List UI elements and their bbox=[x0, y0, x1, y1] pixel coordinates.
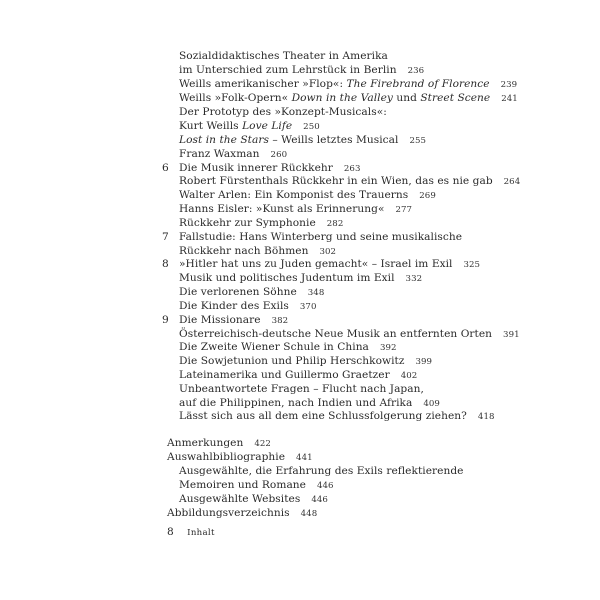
entry-title: Die Sowjetunion und Philip Herschkowitz bbox=[179, 355, 405, 367]
entry-title: Franz Waxman bbox=[179, 148, 260, 160]
entry-title: auf die Philippinen, nach Indien und Afrika bbox=[179, 397, 413, 409]
entry-title-italic: The Firebrand of Florence bbox=[346, 78, 490, 90]
entry-title: Robert Fürstenthals Rückkehr in ein Wien, das es nie gab bbox=[179, 175, 493, 187]
toc-entry bbox=[179, 174, 520, 189]
toc-entry bbox=[179, 49, 388, 63]
toc-entry bbox=[167, 506, 317, 521]
entry-title: Rückkehr zur Symphonie bbox=[179, 217, 316, 229]
chapter-number: 8 bbox=[162, 258, 169, 270]
page-ref: 277 bbox=[395, 205, 413, 215]
page-ref: 409 bbox=[423, 399, 440, 409]
page-ref: 348 bbox=[307, 288, 325, 298]
toc-entry bbox=[179, 105, 387, 119]
page-ref: 239 bbox=[500, 80, 518, 90]
page-ref: 446 bbox=[317, 481, 334, 491]
page-ref: 282 bbox=[326, 219, 344, 229]
page-ref: 402 bbox=[400, 371, 418, 381]
toc-entry bbox=[179, 119, 320, 134]
toc-entry bbox=[179, 63, 424, 78]
entry-title: Rückkehr nach Böhmen bbox=[179, 245, 309, 257]
entry-title: Lateinamerika und Guillermo Graetzer bbox=[179, 369, 390, 381]
page-ref: 418 bbox=[477, 412, 495, 422]
entry-title-italic: Love Life bbox=[242, 120, 293, 132]
toc-entry bbox=[179, 409, 494, 424]
entry-title: Der Prototyp des »Konzept-Musicals«: bbox=[179, 106, 387, 118]
toc-entry bbox=[179, 188, 436, 203]
toc-entry bbox=[179, 464, 463, 478]
entry-title: Lässt sich aus all dem eine Schlussfolgerung ziehen? bbox=[179, 410, 467, 422]
toc-entry bbox=[179, 368, 417, 383]
entry-title: Die Zweite Wiener Schule in China bbox=[179, 341, 369, 353]
toc-entry bbox=[179, 147, 287, 162]
entry-title: Die verlorenen Söhne bbox=[179, 286, 297, 298]
running-head: Inhalt bbox=[187, 528, 215, 538]
chapter-number: 9 bbox=[162, 314, 169, 326]
entry-title: Unbeantwortete Fragen – Flucht nach Japan, bbox=[179, 383, 424, 395]
toc-entry bbox=[179, 478, 334, 493]
entry-title: und bbox=[392, 92, 421, 104]
toc-entry bbox=[179, 492, 328, 507]
toc-entry bbox=[179, 382, 424, 396]
page-ref: 441 bbox=[296, 453, 313, 463]
page-ref: 263 bbox=[343, 164, 361, 174]
toc-entry bbox=[179, 77, 517, 92]
page-ref: 332 bbox=[405, 274, 423, 284]
page-ref: 241 bbox=[501, 94, 518, 104]
entry-title: im Unterschied zum Lehrstück in Berlin bbox=[179, 64, 397, 76]
page-ref: 260 bbox=[270, 150, 288, 160]
page-ref: 422 bbox=[254, 439, 271, 449]
entry-title: Die Missionare bbox=[179, 314, 261, 326]
toc-entry bbox=[179, 91, 518, 106]
page-ref: 269 bbox=[419, 191, 436, 201]
toc-entry bbox=[179, 271, 422, 286]
entry-title: »Hitler hat uns zu Juden gemacht« – Israel im Exil bbox=[179, 258, 453, 270]
page-ref: 255 bbox=[409, 136, 427, 146]
entry-title: Weills »Folk-Opern« bbox=[179, 92, 292, 104]
entry-title: Ausgewählte Websites bbox=[179, 493, 301, 505]
toc-entry bbox=[179, 257, 480, 272]
page-ref: 399 bbox=[415, 357, 433, 367]
page-ref: 382 bbox=[271, 316, 289, 326]
entry-title: Walter Arlen: Ein Komponist des Trauerns bbox=[179, 189, 409, 201]
toc-entry bbox=[179, 354, 432, 369]
entry-title: Österreichisch-deutsche Neue Musik an entfernten Orten bbox=[179, 328, 493, 340]
entry-title: Sozialdidaktisches Theater in Amerika bbox=[179, 50, 388, 62]
page-ref: 446 bbox=[311, 495, 328, 505]
page-ref: 448 bbox=[300, 509, 318, 519]
entry-title: – Weills letztes Musical bbox=[268, 134, 399, 146]
toc-entry bbox=[179, 216, 343, 231]
entry-title: Hanns Eisler: »Kunst als Erinnerung« bbox=[179, 203, 385, 215]
page-ref: 264 bbox=[503, 177, 521, 187]
toc-entry bbox=[179, 313, 288, 328]
toc-entry bbox=[179, 133, 426, 148]
page-ref: 302 bbox=[319, 247, 337, 257]
entry-title: Anmerkungen bbox=[167, 437, 244, 449]
entry-title: Auswahlbibliographie bbox=[167, 451, 286, 463]
page-ref: 392 bbox=[379, 343, 397, 353]
toc-entry bbox=[179, 340, 397, 355]
entry-title: Die Kinder des Exils bbox=[179, 300, 289, 312]
toc-entry bbox=[179, 299, 316, 314]
toc-entry bbox=[167, 436, 271, 451]
entry-title-italic: Lost in the Stars bbox=[179, 134, 269, 146]
chapter-number: 6 bbox=[162, 162, 169, 174]
toc-entry bbox=[179, 285, 324, 300]
page-ref: 236 bbox=[407, 66, 425, 76]
toc-entry bbox=[179, 202, 412, 217]
entry-title: Abbildungsverzeichnis bbox=[167, 507, 290, 519]
entry-title: Kurt Weills bbox=[179, 120, 243, 132]
page-ref: 325 bbox=[463, 260, 481, 270]
page-number: 8 bbox=[167, 526, 174, 538]
page-ref: 391 bbox=[503, 330, 520, 340]
entry-title: Die Musik innerer Rückkehr bbox=[179, 162, 333, 174]
chapter-number: 7 bbox=[162, 231, 169, 243]
page-footer bbox=[167, 526, 215, 538]
entry-title: Fallstudie: Hans Winterberg und seine musikalische bbox=[179, 231, 463, 243]
toc-entry bbox=[179, 230, 462, 244]
page-ref: 250 bbox=[303, 122, 320, 132]
entry-title: Musik und politisches Judentum im Exil bbox=[179, 272, 395, 284]
entry-title: Memoiren und Romane bbox=[179, 479, 307, 491]
entry-title-italic: Down in the Valley bbox=[291, 92, 393, 104]
entry-title: Ausgewählte, die Erfahrung des Exils reflektierende bbox=[179, 465, 464, 477]
toc-entry bbox=[167, 450, 313, 465]
entry-title: Weills amerikanischer »Flop«: bbox=[179, 78, 347, 90]
page-ref: 370 bbox=[299, 302, 317, 312]
entry-title-italic: Street Scene bbox=[420, 92, 491, 104]
